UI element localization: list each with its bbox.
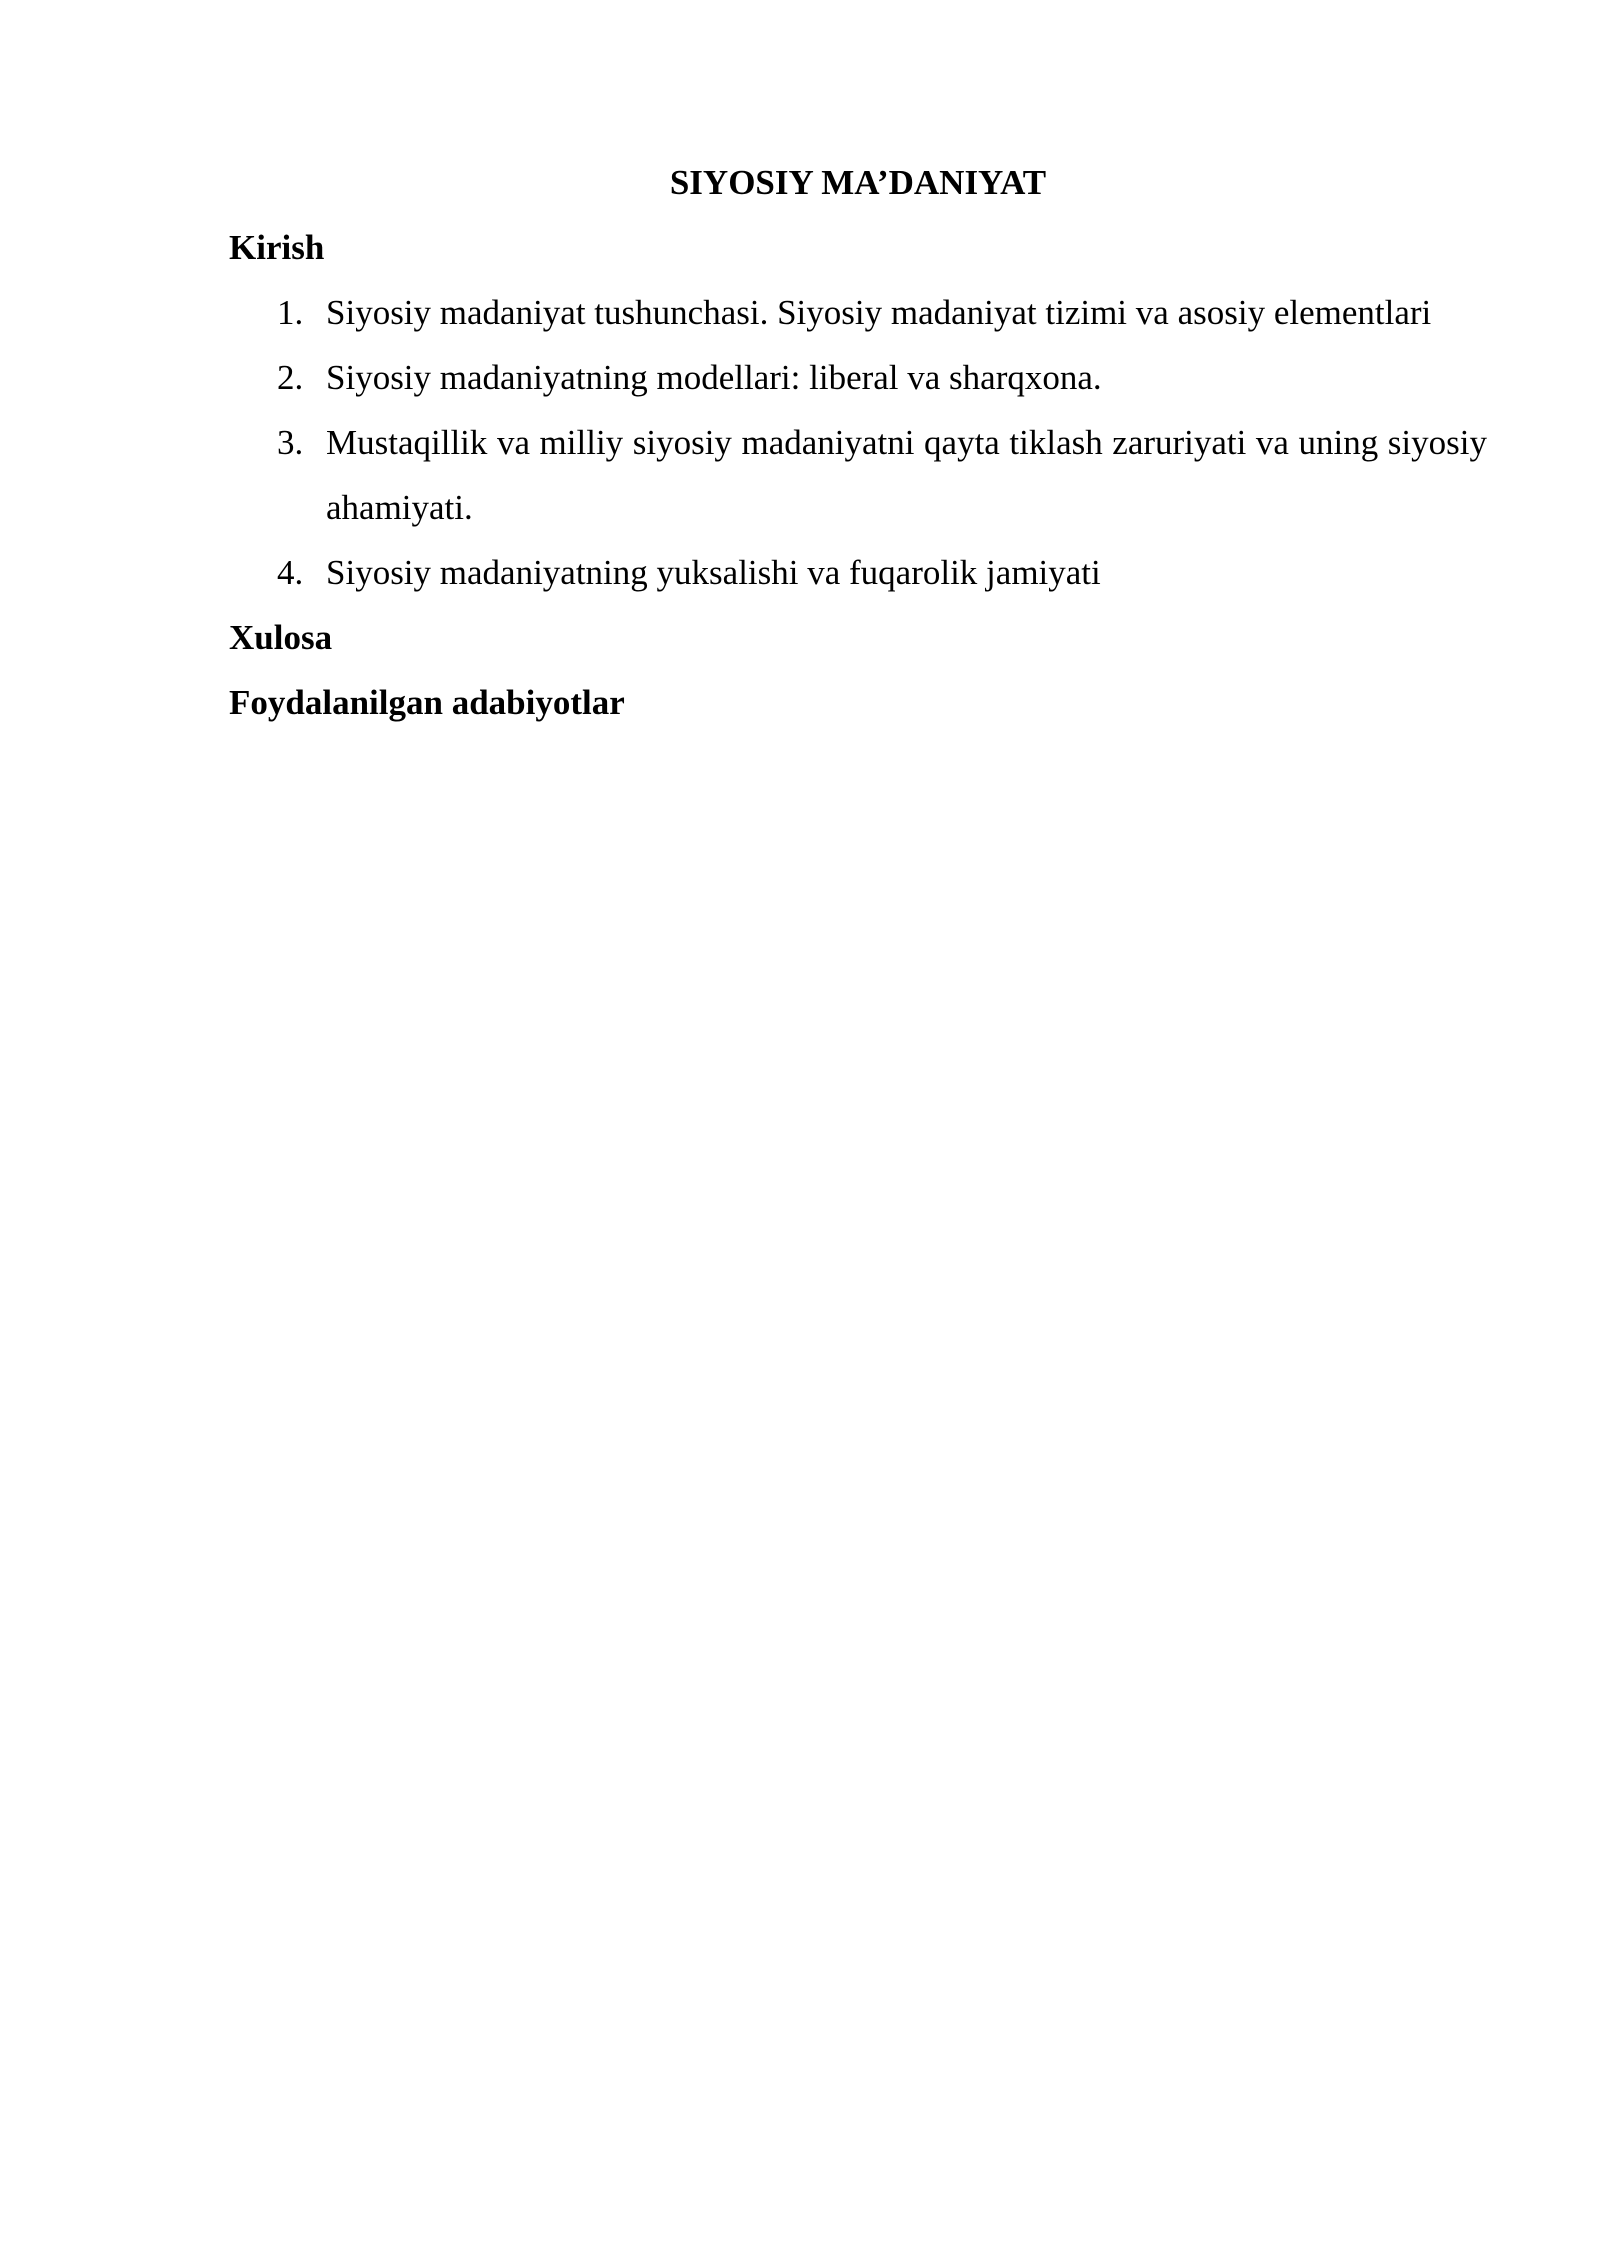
list-item-number: 4. — [277, 553, 304, 592]
list-item — [229, 410, 1487, 540]
references-heading: Foydalanilgan adabiyotlar — [229, 683, 625, 722]
intro-heading: Kirish — [229, 228, 325, 267]
list-item-text: Siyosiy madaniyatning yuksalishi va fuqarolik jamiyati — [326, 553, 1101, 592]
topics-list — [229, 280, 1487, 605]
list-item-text: Siyosiy madaniyatning modellari: liberal va sharqxona. — [326, 358, 1102, 397]
document-title: SIYOSIY MA’DANIYAT — [669, 163, 1047, 202]
list-item — [229, 280, 1487, 345]
list-item-number: 1. — [277, 293, 304, 332]
list-item-text: Mustaqillik va milliy siyosiy madaniyatni qayta tiklash zaruriyati va uning siyosiy ahamiyati. — [326, 423, 1487, 527]
page-content — [229, 150, 1487, 735]
list-item-number: 3. — [277, 423, 304, 462]
list-item — [229, 345, 1487, 410]
list-item-number: 2. — [277, 358, 304, 397]
list-item-text: Siyosiy madaniyat tushunchasi. Siyosiy madaniyat tizimi va asosiy elementlari — [326, 293, 1432, 332]
list-item — [229, 540, 1487, 605]
conclusion-heading: Xulosa — [229, 618, 333, 657]
